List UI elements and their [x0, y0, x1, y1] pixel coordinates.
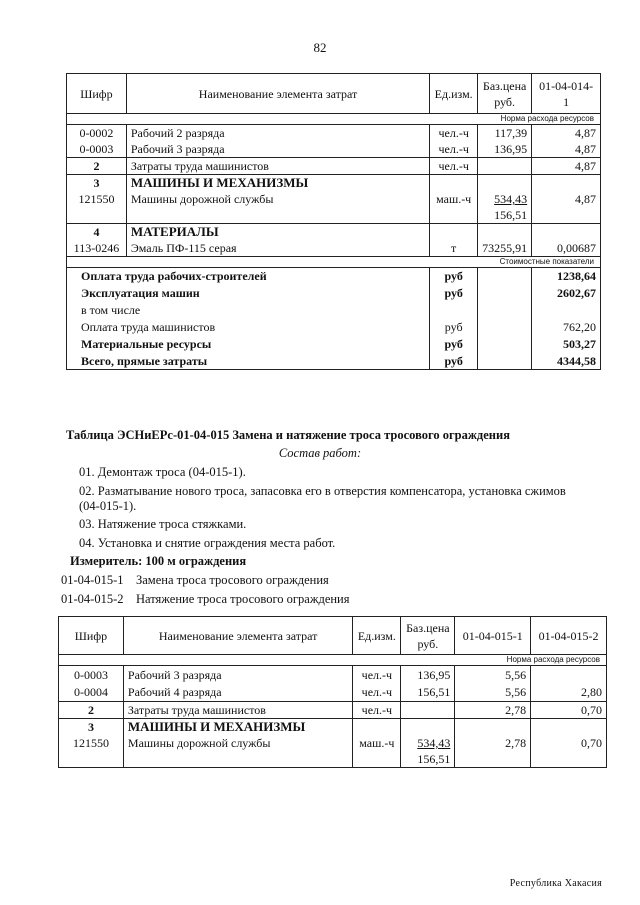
row-name: Затраты труда машинистов	[126, 158, 429, 175]
cost-row	[67, 353, 601, 370]
table-row	[67, 141, 601, 158]
row-code: 121550	[59, 735, 124, 768]
table-row	[67, 158, 601, 175]
row-name: МАШИНЫ И МЕХАНИЗМЫ	[123, 719, 352, 736]
cost-name: Оплата труда рабочих-строителей	[67, 268, 430, 285]
row-name: Затраты труда машинистов	[123, 702, 352, 719]
work-item: 01. Демонтаж троса (04-015-1).	[79, 465, 246, 479]
row-price: 117,39	[478, 125, 532, 142]
item-code: 01-04-015-2	[61, 592, 124, 606]
row-value-2: 2,80	[531, 684, 607, 702]
row-unit: чел.-ч	[353, 702, 401, 719]
row-value-1: 5,56	[455, 666, 531, 684]
header-price: Баз.цена руб.	[478, 74, 532, 114]
cost-label: Стоимостные показатели	[67, 257, 601, 268]
cost-value: 2602,67	[532, 285, 601, 302]
item-code: 01-04-015-1	[61, 573, 124, 587]
item-name: Замена троса тросового ограждения	[136, 573, 329, 587]
footer-region: Республика Хакасия	[509, 878, 602, 889]
row-name: МАШИНЫ И МЕХАНИЗМЫ	[126, 175, 429, 192]
meter: Измеритель: 100 м ограждения	[70, 554, 247, 568]
header-name: Наименование элемента затрат	[126, 74, 429, 114]
cost-row	[67, 319, 601, 336]
cost-value: 503,27	[532, 336, 601, 353]
cost-unit: руб	[430, 268, 478, 285]
row-name: Рабочий 3 разряда	[123, 666, 352, 684]
row-value: 4,87	[532, 125, 601, 142]
resource-table-2	[58, 616, 607, 768]
header-col2: 01-04-015-2	[531, 617, 607, 655]
row-price	[401, 702, 455, 719]
table-header	[67, 74, 601, 114]
table-title: Таблица ЭСНиЕРс-01-04-015 Замена и натяжение троса тросового ограждения	[66, 428, 510, 442]
header-name: Наименование элемента затрат	[123, 617, 352, 655]
row-code: 121550	[67, 191, 127, 224]
header-unit: Ед.изм.	[353, 617, 401, 655]
cost-unit: руб	[430, 285, 478, 302]
row-value-1: 2,78	[455, 702, 531, 719]
price-primary: 534,43	[417, 736, 451, 750]
table-row	[67, 240, 601, 257]
row-price	[478, 191, 532, 224]
cost-unit: руб	[430, 319, 478, 336]
price-secondary: 156,51	[417, 752, 451, 766]
section-row	[67, 224, 601, 241]
row-unit: маш.-ч	[430, 191, 478, 224]
work-item: (04-015-1).	[79, 499, 137, 513]
row-value-1: 2,78	[455, 735, 531, 768]
row-name: Машины дорожной службы	[126, 191, 429, 224]
row-unit: чел.-ч	[430, 125, 478, 142]
table-row	[59, 684, 607, 702]
table-row	[67, 191, 601, 224]
row-unit: чел.-ч	[353, 666, 401, 684]
header-code: Шифр	[67, 74, 127, 114]
norm-label: Норма расхода ресурсов	[67, 114, 601, 125]
header-unit: Ед.изм.	[430, 74, 478, 114]
cost-value: 1238,64	[532, 268, 601, 285]
section-row	[59, 719, 607, 736]
price-primary: 534,43	[494, 192, 528, 206]
cost-row	[67, 302, 601, 319]
work-item: 02. Разматывание нового троса, запасовка его в отверстия компенсатора, установка сжимов	[79, 484, 566, 498]
table-header	[59, 617, 607, 655]
row-code: 3	[59, 719, 124, 736]
row-value-1: 5,56	[455, 684, 531, 702]
row-name: Рабочий 2 разряда	[126, 125, 429, 142]
header-price: Баз.цена руб.	[401, 617, 455, 655]
row-unit: чел.-ч	[353, 684, 401, 702]
cost-name: Материальные ресурсы	[67, 336, 430, 353]
row-price: 73255,91	[478, 240, 532, 257]
row-value: 4,87	[532, 191, 601, 224]
page-number: 82	[313, 40, 327, 55]
row-code: 2	[67, 158, 127, 175]
row-code: 0-0003	[59, 666, 124, 684]
row-price: 136,95	[478, 141, 532, 158]
row-price: 136,95	[401, 666, 455, 684]
row-value: 4,87	[532, 158, 601, 175]
row-price	[478, 158, 532, 175]
table-row	[59, 735, 607, 768]
row-code: 113-0246	[67, 240, 127, 257]
cost-row	[67, 336, 601, 353]
norm-label: Норма расхода ресурсов	[59, 655, 607, 666]
header-col1: 01-04-015-1	[455, 617, 531, 655]
composition-title: Состав работ:	[278, 446, 362, 460]
row-unit: чел.-ч	[430, 158, 478, 175]
row-code: 4	[67, 224, 127, 241]
cost-value: 4344,58	[532, 353, 601, 370]
row-name: Машины дорожной службы	[123, 735, 352, 768]
cost-name: Эксплуатация машин	[67, 285, 430, 302]
row-name: Рабочий 3 разряда	[126, 141, 429, 158]
row-value: 0,00687	[532, 240, 601, 257]
row-name: МАТЕРИАЛЫ	[126, 224, 429, 241]
work-item: 03. Натяжение троса стяжками.	[79, 517, 247, 531]
item-name: Натяжение троса тросового ограждения	[136, 592, 350, 606]
cost-unit: руб	[430, 353, 478, 370]
row-code: 3	[67, 175, 127, 192]
table-row	[59, 666, 607, 684]
row-value-2	[531, 666, 607, 684]
cost-name: Оплата труда машинистов	[67, 319, 430, 336]
work-item: 04. Установка и снятие ограждения места работ.	[79, 536, 336, 550]
row-price: 156,51	[401, 684, 455, 702]
row-code: 0-0003	[67, 141, 127, 158]
row-name: Эмаль ПФ-115 серая	[126, 240, 429, 257]
row-unit: чел.-ч	[430, 141, 478, 158]
cost-unit: руб	[430, 336, 478, 353]
table-row	[67, 125, 601, 142]
cost-name: в том числе	[67, 302, 430, 319]
row-value-2: 0,70	[531, 702, 607, 719]
price-secondary: 156,51	[494, 208, 528, 222]
section-row	[67, 175, 601, 192]
row-value: 4,87	[532, 141, 601, 158]
cost-row	[67, 285, 601, 302]
header-col1: 01-04-014-1	[532, 74, 601, 114]
row-code: 0-0002	[67, 125, 127, 142]
row-code: 0-0004	[59, 684, 124, 702]
resource-table-1	[66, 73, 601, 370]
row-price	[401, 735, 455, 768]
cost-row	[67, 268, 601, 285]
cost-name: Всего, прямые затраты	[67, 353, 430, 370]
row-value-2: 0,70	[531, 735, 607, 768]
row-code: 2	[59, 702, 124, 719]
table-row	[59, 702, 607, 719]
row-name: Рабочий 4 разряда	[123, 684, 352, 702]
row-unit: т	[430, 240, 478, 257]
header-code: Шифр	[59, 617, 124, 655]
cost-value: 762,20	[532, 319, 601, 336]
row-unit: маш.-ч	[353, 735, 401, 768]
